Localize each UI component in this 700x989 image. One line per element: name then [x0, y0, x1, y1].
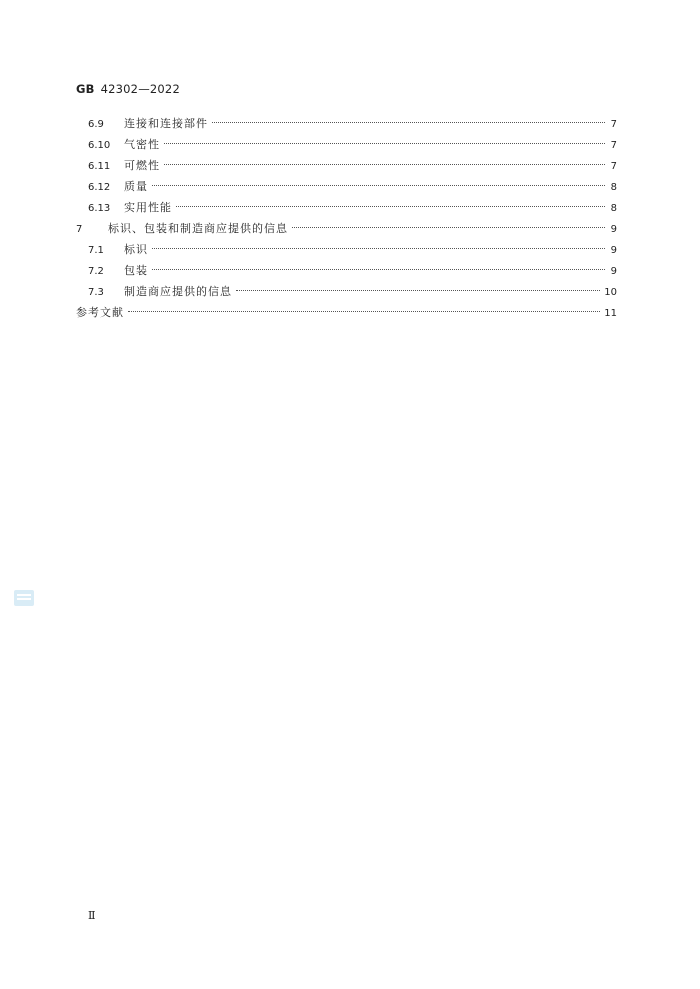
toc-leader-dots	[176, 206, 605, 207]
toc-page-number: 10	[604, 287, 617, 298]
toc-section-number: 6.12	[88, 182, 111, 193]
toc-section-number: 7.1	[88, 245, 104, 256]
toc-section-number: 7.2	[88, 266, 104, 277]
toc-leader-dots	[164, 164, 605, 165]
toc-section-title: 标识、包装和制造商应提供的信息	[108, 222, 288, 235]
toc-leader-dots	[212, 122, 605, 123]
toc-page-number: 7	[610, 161, 617, 172]
toc-entry[interactable]	[76, 302, 617, 323]
toc-entry[interactable]	[76, 155, 617, 176]
toc-leader-dots	[128, 311, 600, 312]
toc-page-number: 9	[610, 224, 617, 235]
toc-entry[interactable]	[76, 218, 617, 239]
toc-section-title: 实用性能	[124, 201, 172, 214]
toc-page-number: 7	[610, 119, 617, 130]
toc-entry[interactable]	[76, 134, 617, 155]
toc-leader-dots	[152, 248, 605, 249]
toc-page-number: 7	[610, 140, 617, 151]
standard-number: 42302—2022	[100, 82, 180, 96]
side-watermark-icon	[14, 590, 34, 606]
toc-section-title: 标识	[124, 243, 148, 256]
toc-section-number: 7	[76, 224, 83, 235]
table-of-contents	[76, 113, 617, 323]
toc-section-number: 6.9	[88, 119, 104, 130]
toc-leader-dots	[164, 143, 605, 144]
toc-leader-dots	[236, 290, 600, 291]
page-number: Ⅱ	[88, 909, 96, 922]
toc-section-number: 6.10	[88, 140, 111, 151]
toc-section-number: 6.13	[88, 203, 111, 214]
toc-leader-dots	[152, 269, 605, 270]
toc-section-title: 质量	[124, 180, 148, 193]
toc-section-number: 6.11	[88, 161, 111, 172]
toc-entry[interactable]	[76, 239, 617, 260]
toc-entry[interactable]	[76, 113, 617, 134]
toc-leader-dots	[152, 185, 605, 186]
toc-page-number: 11	[604, 308, 617, 319]
toc-section-title: 包装	[124, 264, 148, 277]
toc-section-title: 可燃性	[124, 159, 160, 172]
standard-code: GB	[76, 82, 95, 96]
toc-page-number: 9	[610, 245, 617, 256]
toc-section-title: 制造商应提供的信息	[124, 285, 232, 298]
toc-page-number: 8	[610, 182, 617, 193]
toc-section-title: 气密性	[124, 138, 160, 151]
toc-section-title: 参考文献	[76, 306, 124, 319]
toc-entry[interactable]	[76, 176, 617, 197]
page-header	[76, 82, 180, 96]
toc-page-number: 9	[610, 266, 617, 277]
toc-section-number: 7.3	[88, 287, 104, 298]
toc-entry[interactable]	[76, 281, 617, 302]
toc-leader-dots	[292, 227, 605, 228]
toc-section-title: 连接和连接部件	[124, 117, 208, 130]
toc-entry[interactable]	[76, 197, 617, 218]
toc-page-number: 8	[610, 203, 617, 214]
toc-entry[interactable]	[76, 260, 617, 281]
